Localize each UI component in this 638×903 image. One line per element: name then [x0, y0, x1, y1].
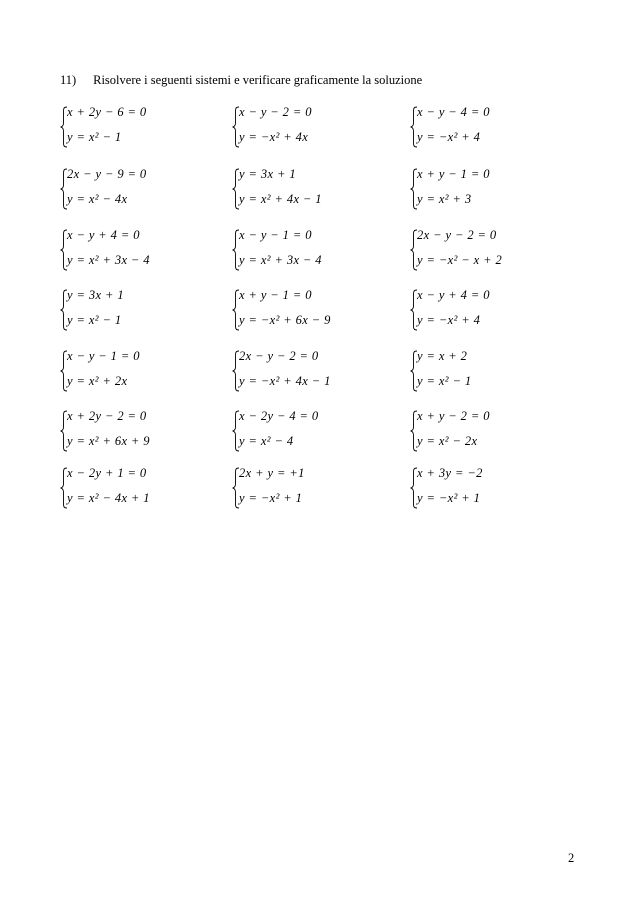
equation-line: y = 3x + 1 [67, 288, 124, 302]
equation-system [60, 348, 210, 394]
equation-system [232, 287, 382, 333]
equation-line: x + y − 1 = 0 [239, 288, 312, 302]
equation-system [232, 104, 382, 150]
equation-system [60, 166, 210, 212]
exercise-header [60, 73, 422, 88]
equation-system [60, 408, 210, 454]
equation-line: x − y − 2 = 0 [239, 105, 312, 119]
equation-line: y = x² − 1 [417, 374, 472, 388]
equation-line: y = x² − 4 [239, 434, 294, 448]
equation-line: y = x² − 1 [67, 130, 122, 144]
equation-line: y = −x² + 4 [417, 130, 481, 144]
equation-line: y = −x² + 4x [239, 130, 309, 144]
equation-line: y = −x² + 6x − 9 [239, 313, 331, 327]
equation-line: y = x² + 3x − 4 [67, 253, 150, 267]
page-number: 2 [568, 851, 575, 865]
equation-line: 2x − y − 2 = 0 [417, 228, 497, 242]
equation-line: x − y + 4 = 0 [67, 228, 140, 242]
equation-line: y = x² − 2x [417, 434, 478, 448]
equation-line: y = −x² + 4 [417, 313, 481, 327]
equation-line: y = x + 2 [417, 349, 468, 363]
equation-system [232, 227, 382, 273]
equation-system [232, 408, 382, 454]
equation-line: y = x² + 6x + 9 [67, 434, 150, 448]
equation-line: y = −x² − x + 2 [417, 253, 503, 267]
equation-system [410, 287, 560, 333]
equation-system [410, 166, 560, 212]
equation-line: 2x − y − 9 = 0 [67, 167, 147, 181]
equation-line: y = x² + 4x − 1 [239, 192, 322, 206]
equation-line: y = x² + 2x [67, 374, 128, 388]
equation-system [60, 465, 210, 511]
equation-system [232, 166, 382, 212]
equation-line: x + 2y − 2 = 0 [67, 409, 147, 423]
equation-line: x − y − 4 = 0 [417, 105, 490, 119]
equation-system [60, 104, 210, 150]
equation-system [232, 465, 382, 511]
equation-line: y = −x² + 1 [417, 491, 481, 505]
equation-line: x − 2y + 1 = 0 [67, 466, 147, 480]
equation-line: y = x² − 4x [67, 192, 128, 206]
exercise-instruction: Risolvere i seguenti sistemi e verificare graficamente la soluzione [93, 73, 423, 87]
equation-line: y = x² − 4x + 1 [67, 491, 150, 505]
equation-system [60, 227, 210, 273]
equation-system [410, 465, 560, 511]
equation-line: x + y − 1 = 0 [417, 167, 490, 181]
equation-line: x + 2y − 6 = 0 [67, 105, 147, 119]
equation-line: 2x + y = +1 [239, 466, 305, 480]
equation-line: y = x² + 3x − 4 [239, 253, 322, 267]
equation-system [410, 348, 560, 394]
equation-line: x + 3y = −2 [417, 466, 483, 480]
equation-line: y = x² + 3 [417, 192, 472, 206]
equation-system [410, 227, 560, 273]
exercise-number: 11) [60, 73, 77, 87]
equation-line: y = −x² + 4x − 1 [239, 374, 331, 388]
equation-line: x − 2y − 4 = 0 [239, 409, 319, 423]
equation-line: x − y + 4 = 0 [417, 288, 490, 302]
equation-line: y = x² − 1 [67, 313, 122, 327]
equation-system [60, 287, 210, 333]
equation-system [410, 104, 560, 150]
equation-system [410, 408, 560, 454]
equation-line: y = −x² + 1 [239, 491, 303, 505]
equation-system [232, 348, 382, 394]
equation-line: x − y − 1 = 0 [67, 349, 140, 363]
equation-line: y = 3x + 1 [239, 167, 296, 181]
equation-line: 2x − y − 2 = 0 [239, 349, 319, 363]
equation-line: x + y − 2 = 0 [417, 409, 490, 423]
equation-line: x − y − 1 = 0 [239, 228, 312, 242]
